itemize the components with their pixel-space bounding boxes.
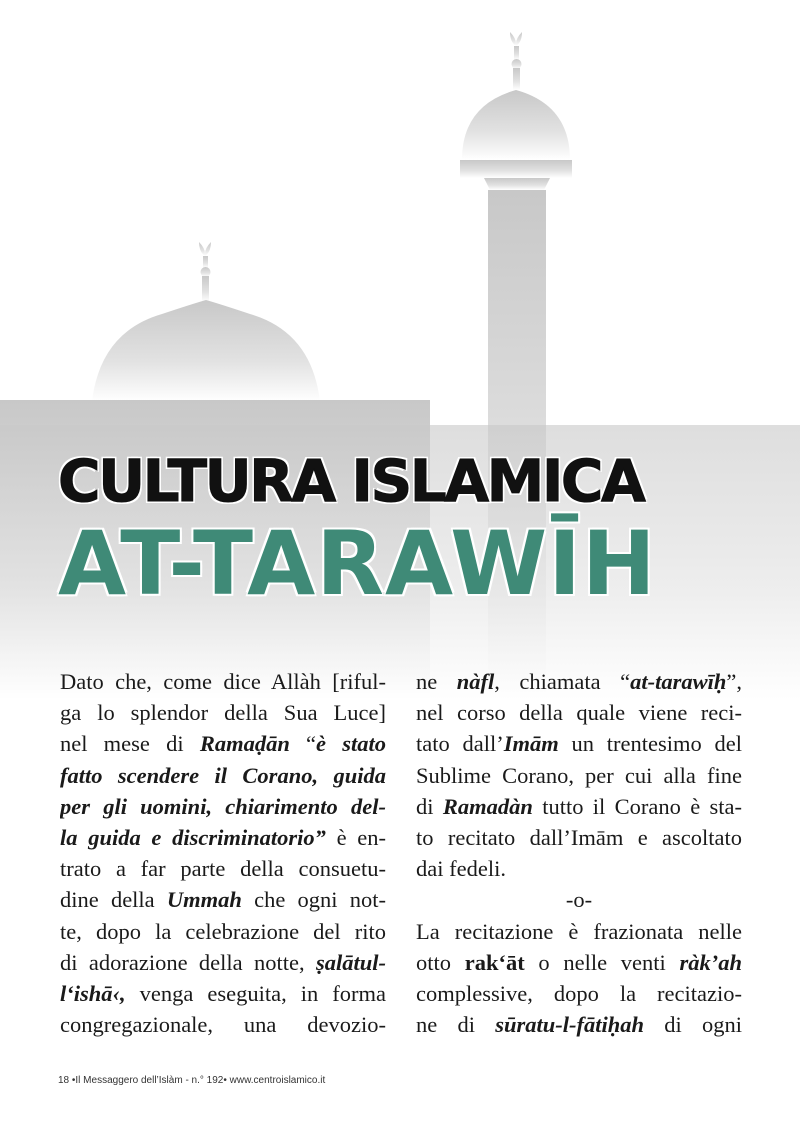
text-run: te, dopo la celebrazione del rito: [60, 918, 386, 944]
text-line: [416, 853, 742, 884]
section-title: CULTURA ISLAMICA: [58, 447, 644, 515]
text-line: [60, 947, 386, 978]
page-number: 18: [58, 1075, 70, 1086]
text-run: complessive, dopo la recitazio-: [416, 980, 742, 1006]
article-title: AT-TARAWĪH: [58, 512, 657, 615]
text-line: [416, 884, 742, 915]
text-run: -o-: [565, 887, 593, 913]
text-line: [416, 1009, 742, 1040]
text-run: nel mese di: [60, 731, 200, 757]
article-header: [58, 447, 657, 615]
text-run: tutto il Corano è sta-: [532, 793, 742, 819]
text-run: tato dall’: [416, 731, 504, 757]
text-run: La recitazione è frazionata nelle: [416, 918, 742, 944]
text-run: o nelle venti: [524, 949, 680, 975]
emphasized-term: Ramadàn: [442, 793, 533, 819]
text-run: “: [289, 731, 317, 757]
text-run: un trentesimo del: [558, 731, 742, 757]
text-run: trato a far parte della consuetu-: [60, 856, 386, 882]
emphasized-term: la guida e discriminatorio”: [60, 824, 326, 850]
emphasized-term: Ummah: [166, 887, 242, 913]
text-line: [60, 697, 386, 728]
publication-name: •Il Messaggero dell’Islàm - n.° 192•: [71, 1075, 227, 1086]
text-line: [416, 916, 742, 947]
text-line: [416, 822, 742, 853]
text-run: to recitato dall’Imām e ascoltato: [416, 824, 742, 850]
text-run: otto: [416, 949, 465, 975]
text-run: è en-: [325, 824, 386, 850]
text-line: [416, 697, 742, 728]
text-run: di: [416, 793, 443, 819]
text-run: ne: [416, 669, 457, 694]
text-line: [416, 947, 742, 978]
text-line: [416, 978, 742, 1009]
emphasized-term: ṣalātul-: [315, 949, 386, 975]
text-run: ga lo splendor della Sua Luce]: [60, 700, 386, 726]
text-line: [60, 728, 386, 759]
text-line: [416, 666, 742, 697]
emphasized-term: Ramaḍān: [199, 731, 290, 757]
text-run: di ogni: [644, 1012, 742, 1038]
text-line: [60, 666, 386, 697]
text-line: [60, 853, 386, 884]
text-line: [60, 916, 386, 947]
website-link[interactable]: www.centroislamico.it: [229, 1075, 326, 1086]
text-line: [60, 822, 386, 853]
text-line: [60, 1009, 386, 1040]
text-line: [60, 791, 386, 822]
emphasized-term: rak‘āt: [464, 949, 525, 975]
text-run: dai fedeli.: [416, 856, 506, 882]
text-line: [416, 728, 742, 759]
text-run: ”,: [726, 669, 742, 694]
text-run: venga eseguita, in forma: [125, 980, 386, 1006]
text-run: , chiamata “: [494, 669, 631, 694]
text-run: nel corso della quale viene reci-: [416, 700, 742, 726]
right-text-column: [416, 666, 742, 1040]
emphasized-term: fatto scendere il Corano, guida: [60, 762, 386, 788]
text-line: [60, 978, 386, 1009]
text-line: [416, 760, 742, 791]
emphasized-term: Imām: [503, 731, 559, 757]
text-run: Sublime Corano, per cui alla fine: [416, 762, 742, 788]
text-line: [416, 791, 742, 822]
text-run: che ogni not-: [241, 887, 386, 913]
emphasized-term: per gli uomini, chiarimento del-: [60, 793, 386, 819]
text-run: di adorazione della notte,: [60, 949, 316, 975]
text-line: [60, 760, 386, 791]
emphasized-term: sūratu-l-fātiḥah: [495, 1012, 645, 1038]
text-line: [60, 884, 386, 915]
left-text-column: [60, 666, 386, 1040]
emphasized-term: ràk’ah: [679, 949, 742, 975]
emphasized-term: at-tarawīḥ: [630, 669, 727, 694]
text-run: Dato che, come dice Allàh [riful-: [60, 669, 386, 694]
emphasized-term: nàfl: [456, 669, 495, 694]
text-run: congregazionale, una devozio-: [60, 1012, 386, 1038]
page-footer: [58, 1075, 325, 1086]
text-run: dine della: [60, 887, 167, 913]
text-run: ne di: [416, 1012, 496, 1038]
emphasized-term: l‘ishā‹,: [60, 980, 126, 1006]
emphasized-term: è stato: [316, 731, 386, 757]
